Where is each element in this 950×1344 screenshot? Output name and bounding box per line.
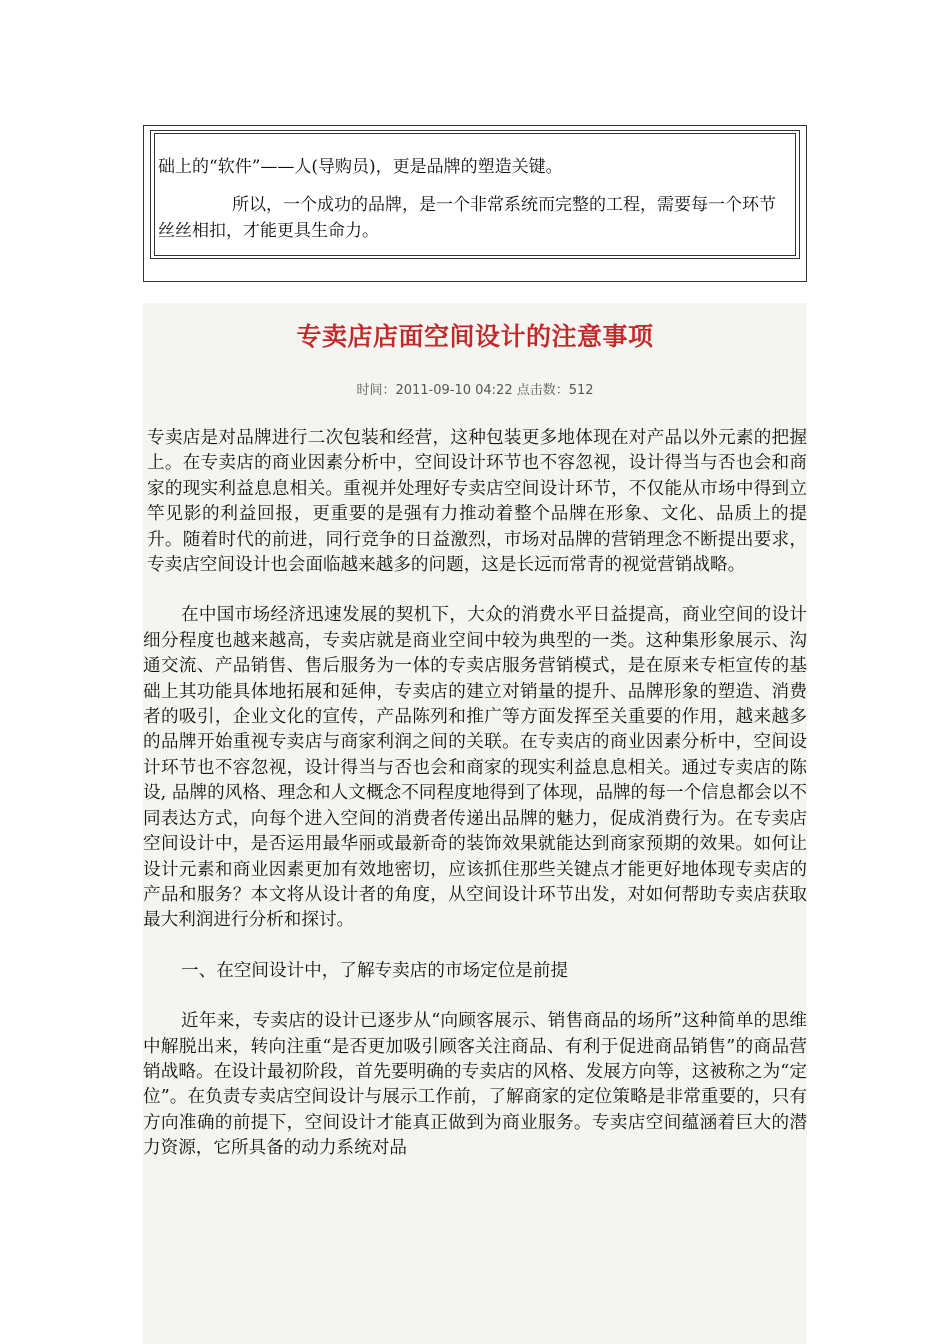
article-title: 专卖店店面空间设计的注意事项 <box>296 322 654 351</box>
article <box>143 303 807 1344</box>
paragraph-1: 专卖店是对品牌进行二次包装和经营，这种包装更多地体现在对产品以外元素的把握上。在专卖店的商业因素分析中，空间设计环节也不容忽视，设计得当与否也会和商家的现实利益息息相关。重视并处理好专卖店空间设计环节，不仅能从市场中得到立竿见影的利益回报，更重要的是强有力推动着整个品牌在形象、文化、品质上的提升。随着时代的前进，同行竞争的日益激烈，市场对品牌的营销理念不断提出要求，专卖店空间设计也会面临越来越多的问题，这是长远而常青的视觉营销战略。 <box>147 428 807 576</box>
quote-line-2: 所以，一个成功的品牌，是一个非常系统而完整的工程，需要每一个环节丝丝相扣，才能更具生命力。 <box>158 195 776 241</box>
quote-box <box>143 125 807 282</box>
quote-line-1: 础上的“软件”——人(导购员)，更是品牌的塑造关键。 <box>158 157 563 177</box>
paragraph-3: 近年来，专卖店的设计已逐步从“向顾客展示、销售商品的场所”这种简单的思维中解脱出来，转向注重“是否更加吸引顾客关注商品、有利于促进商品销售”的商品营销战略。在设计最初阶段，首先要明确的专卖店的风格、发展方向等，这被称之为“定位”。在负责专卖店空间设计与展示工作前，了解商家的定位策略是非常重要的，只有方向准确的前提下，空间设计才能真正做到为商业服务。专卖店空间蕴涵着巨大的潜力资源，它所具备的动力系统对品 <box>143 1011 807 1159</box>
article-body <box>143 426 807 1187</box>
paragraph-2: 在中国市场经济迅速发展的契机下，大众的消费水平日益提高，商业空间的设计细分程度也越来越高，专卖店就是商业空间中较为典型的一类。这种集形象展示、沟通交流、产品销售、售后服务为一体的专卖店服务营销模式，是在原来专柜宣传的基础上其功能具体地拓展和延伸，专卖店的建立对销量的提升、品牌形象的塑造、消费者的吸引，企业文化的宣传，产品陈列和推广等方面发挥至关重要的作用，越来越多的品牌开始重视专卖店与商家利润之间的关联。在专卖店的商业因素分析中，空间设计环节也不容忽视，设计得当与否也会和商家的现实利益息息相关。通过专卖店的陈设, 品牌的风格、理念和人文概念不同程度地得到了体现，品牌的每一个信息都会以不同表达方式，向每个进入空间的消费者传递出品牌的魅力，促成消费行为。在专卖店空间设计中，是否运用最华丽或最新奇的装饰效果就能达到商家预期的效果。如何让设计元素和商业因素更加有效地密切，应该抓住那些关键点才能更好地体现专卖店的产品和服务？本文将从设计者的角度，从空间设计环节出发，对如何帮助专卖店获取最大利润进行分析和探讨。 <box>143 605 807 931</box>
article-meta: 时间：2011-09-10 04:22 点击数：512 <box>356 383 594 398</box>
section-heading: 一、在空间设计中，了解专卖店的市场定位是前提 <box>181 960 569 981</box>
quote-box-text <box>158 154 783 244</box>
